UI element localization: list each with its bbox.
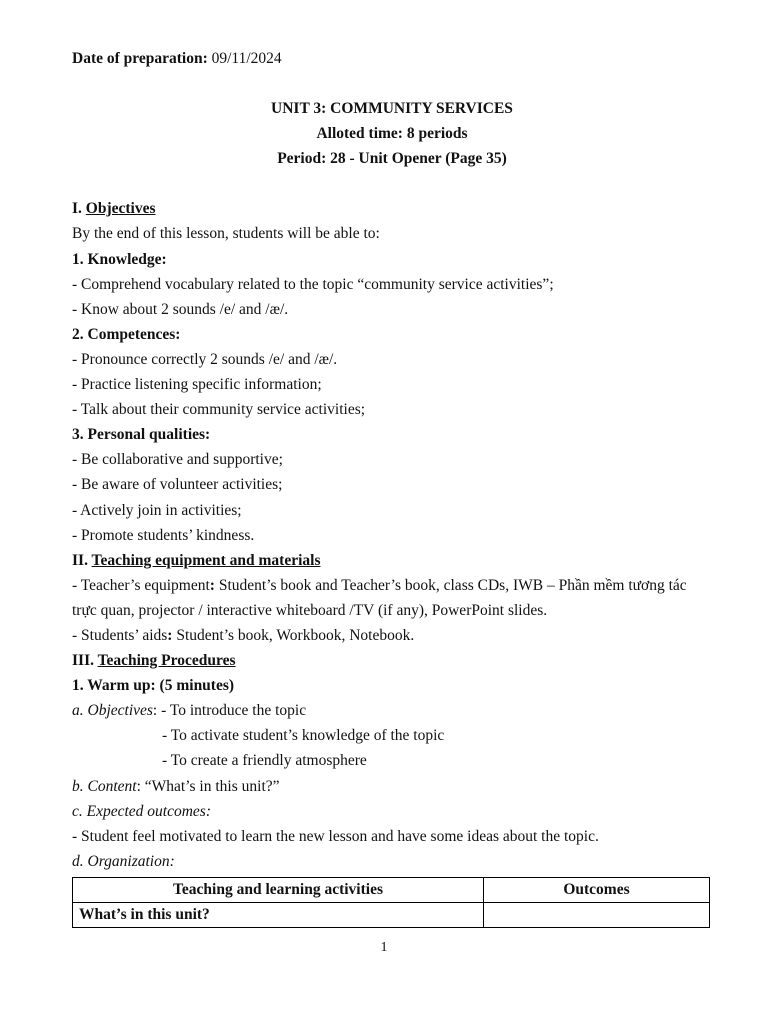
list-item: - Pronounce correctly 2 sounds /e/ and /æ/. bbox=[72, 350, 338, 368]
qualities-heading: 3. Personal qualities: bbox=[72, 426, 211, 444]
teacher-equipment bbox=[72, 573, 712, 623]
colon: : bbox=[167, 626, 173, 644]
section-number: III. bbox=[72, 652, 98, 670]
section-title: Teaching equipment and materials bbox=[91, 551, 321, 569]
objectives-label: a. Objectives bbox=[72, 702, 153, 720]
date-label: Date of preparation: bbox=[72, 50, 208, 67]
warmup-content bbox=[72, 774, 712, 799]
teacher-equipment-label: - Teacher’s equipment bbox=[72, 576, 210, 594]
objectives-text: : - To introduce the topic bbox=[152, 702, 307, 720]
period-title: Period: 28 - Unit Opener (Page 35) bbox=[277, 150, 507, 168]
section-equipment-heading bbox=[72, 548, 712, 573]
table-row bbox=[73, 902, 710, 927]
section-objectives-heading bbox=[72, 196, 712, 221]
content-text: : “What’s in this unit?” bbox=[136, 777, 280, 795]
list-item: - To activate student’s knowledge of the topic bbox=[162, 727, 445, 745]
section-title: Teaching Procedures bbox=[97, 652, 236, 670]
table-cell bbox=[484, 902, 710, 927]
section-number: I. bbox=[72, 200, 86, 218]
table-header-row bbox=[73, 877, 710, 902]
list-item: - Actively join in activities; bbox=[72, 501, 242, 519]
students-aids bbox=[72, 623, 712, 648]
date-line bbox=[72, 46, 712, 71]
list-item: - Know about 2 sounds /e/ and /æ/. bbox=[72, 300, 289, 318]
table-header-activities: Teaching and learning activities bbox=[73, 877, 484, 902]
activities-table bbox=[72, 877, 710, 928]
list-item: - Practice listening specific information; bbox=[72, 376, 322, 394]
list-item: - To create a friendly atmosphere bbox=[162, 752, 367, 770]
allotted-time: Alloted time: 8 periods bbox=[316, 125, 468, 143]
table-cell: What’s in this unit? bbox=[73, 902, 484, 927]
colon: : bbox=[209, 576, 215, 594]
teacher-equipment-text: Student’s book and Teacher’s book, class CDs, IWB – Phần mềm tương tác trực quan, projector / interactive whiteboard /TV (if any), PowerPoint slides. bbox=[72, 576, 687, 619]
list-item: - Promote students’ kindness. bbox=[72, 526, 255, 544]
objectives-intro: By the end of this lesson, students will be able to: bbox=[72, 225, 380, 243]
page-number: 1 bbox=[380, 940, 388, 955]
content-label: b. Content bbox=[72, 777, 137, 795]
list-item: - Comprehend vocabulary related to the topic “community service activities”; bbox=[72, 275, 554, 293]
warmup-objectives bbox=[72, 698, 712, 723]
list-item: - Be aware of volunteer activities; bbox=[72, 476, 283, 494]
knowledge-heading: 1. Knowledge: bbox=[72, 250, 167, 268]
section-title: Objectives bbox=[85, 200, 156, 218]
competences-heading: 2. Competences: bbox=[72, 325, 181, 343]
table-header-outcomes: Outcomes bbox=[484, 877, 710, 902]
students-aids-text: Student’s book, Workbook, Notebook. bbox=[172, 626, 415, 644]
list-item: - Talk about their community service activities; bbox=[72, 401, 366, 419]
students-aids-label: - Students’ aids bbox=[72, 626, 168, 644]
unit-title: UNIT 3: COMMUNITY SERVICES bbox=[271, 100, 513, 118]
section-number: II. bbox=[72, 551, 92, 569]
warmup-heading: 1. Warm up: (5 minutes) bbox=[72, 677, 235, 695]
section-procedures-heading bbox=[72, 648, 712, 673]
outcomes-label: c. Expected outcomes: bbox=[72, 802, 212, 820]
organization-label: d. Organization: bbox=[72, 852, 175, 870]
outcomes-text: - Student feel motivated to learn the new lesson and have some ideas about the topic. bbox=[72, 827, 599, 845]
list-item: - Be collaborative and supportive; bbox=[72, 451, 283, 469]
document-page bbox=[72, 46, 712, 928]
date-value: 09/11/2024 bbox=[207, 50, 282, 67]
